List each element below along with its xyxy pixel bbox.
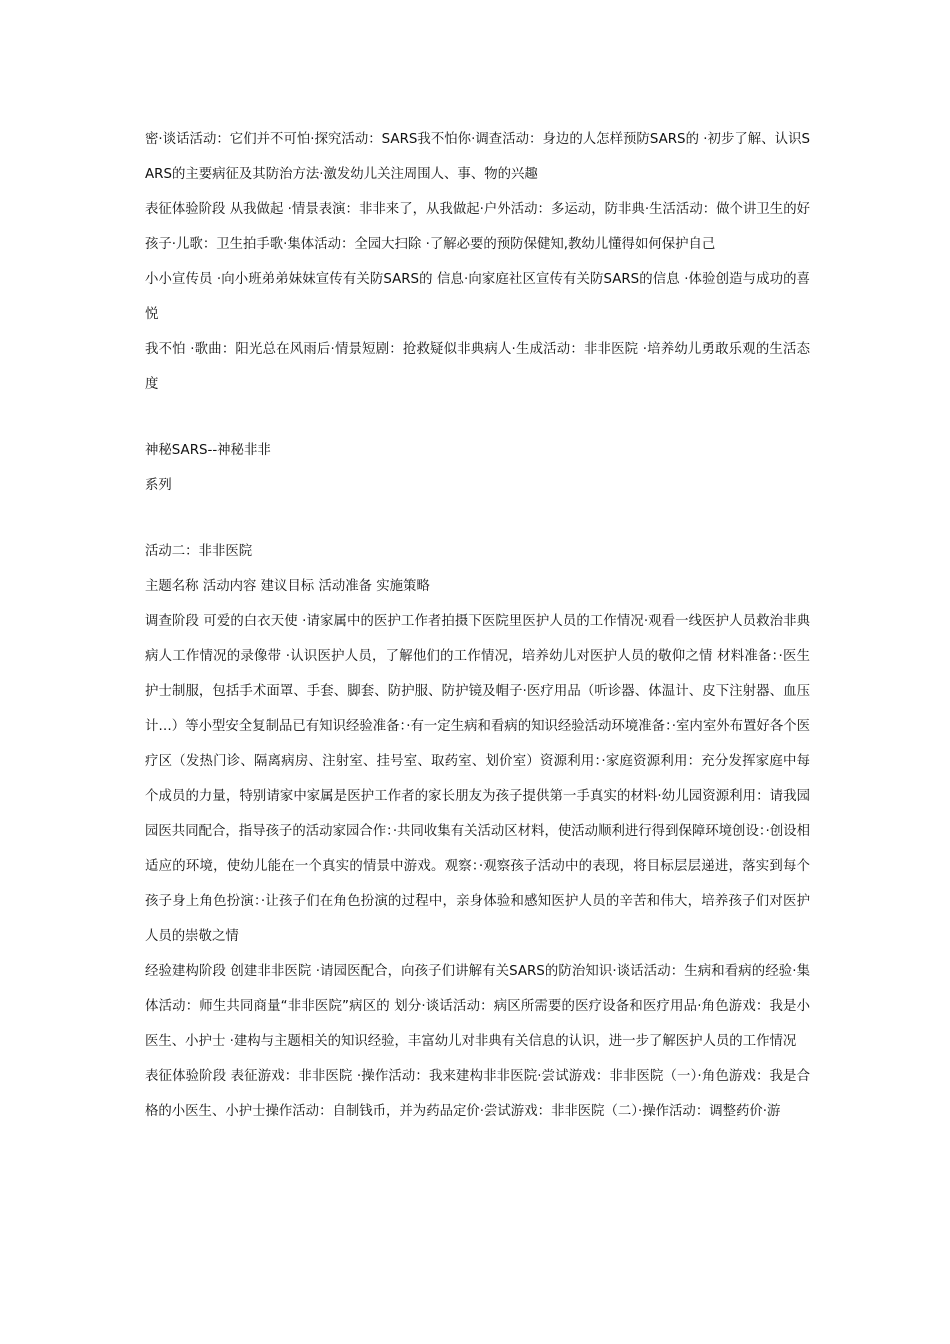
paragraph-representation-stage: 表征体验阶段 从我做起 ·情景表演：非非来了，从我做起·户外活动：多运动，防非典·生活活动：做个讲卫生的好孩子·儿歌：卫生拍手歌·集体活动：全园大扫除 ·了解必要的预防保健知,教幼儿懂得如何保护自己: [145, 202, 810, 252]
activity-heading: 活动二：非非医院: [145, 544, 253, 559]
paragraph-experience-building-stage: 经验建构阶段 创建非非医院 ·请园医配合，向孩子们讲解有关SARS的防治知识·谈话活动：生病和看病的经验·集体活动：师生共同商量“非非医院”病区的 划分·谈话活动：病区所需要的医疗设备和医疗用品·角色游戏：我是小医生、小护士 ·建构与主题相关的知识经验，丰富幼儿对非典有关信息的认识，进一步了解医护人员的工作情况: [145, 964, 810, 1049]
paragraph-representation-game-stage: 表征体验阶段 表征游戏：非非医院 ·操作活动：我来建构非非医院·尝试游戏：非非医院（一）·角色游戏：我是合格的小医生、小护士操作活动：自制钱币，并为药品定价·尝试游戏：非非医院（二）·操作活动：调整药价·游: [145, 1069, 810, 1119]
series-subtitle: 系列: [145, 478, 172, 493]
table-header-row: 主题名称 活动内容 建议目标 活动准备 实施策略: [145, 579, 430, 594]
paragraph-prevention-intro: 密·谈话活动：它们并不可怕·探究活动：SARS我不怕你·调查活动：身边的人怎样预防SARS的 ·初步了解、认识SARS的主要病征及其防治方法·激发幼儿关注周围人、事、物的兴趣: [145, 132, 810, 182]
paragraph-investigation-stage: 调查阶段 可爱的白衣天使 ·请家属中的医护工作者拍摄下医院里医护人员的工作情况·观看一线医护人员救治非典病人工作情况的录像带 ·认识医护人员，了解他们的工作情况，培养幼儿对医护人员的敬仰之情 材料准备：·医生护士制服，包括手术面罩、手套、脚套、防护服、防护镜及帽子·医疗用品（听诊器、体温计、皮下注射器、血压计…）等小型安全复制品已有知识经验准备：·有一定生病和看病的知识经验活动环境准备：·室内室外布置好各个医疗区（发热门诊、隔离病房、注射室、挂号室、取药室、划价室）资源利用：·家庭资源利用：充分发挥家庭中每个成员的力量，特别请家中家属是医护工作者的家长朋友为孩子提供第一手真实的材料·幼儿园资源利用：请我园园医共同配合，指导孩子的活动家园合作：·共同收集有关活动区材料，使活动顺利进行得到保障环境创设：·创设相适应的环境，使幼儿能在一个真实的情景中游戏。观察：·观察孩子活动中的表现，将目标层层递进，落实到每个孩子身上角色扮演：·让孩子们在角色扮演的过程中，亲身体验和感知医护人员的辛苦和伟大，培养孩子们对医护人员的崇敬之情: [145, 614, 810, 944]
paragraph-little-promoter: 小小宣传员 ·向小班弟弟妹妹宣传有关防SARS的 信息·向家庭社区宣传有关防SARS的信息 ·体验创造与成功的喜悦: [145, 272, 810, 322]
document-page: [145, 122, 810, 1129]
paragraph-not-afraid: 我不怕 ·歌曲：阳光总在风雨后·情景短剧：抢救疑似非典病人·生成活动：非非医院 ·培养幼儿勇敢乐观的生活态度: [145, 342, 810, 392]
series-title: 神秘SARS--神秘非非: [145, 443, 271, 458]
